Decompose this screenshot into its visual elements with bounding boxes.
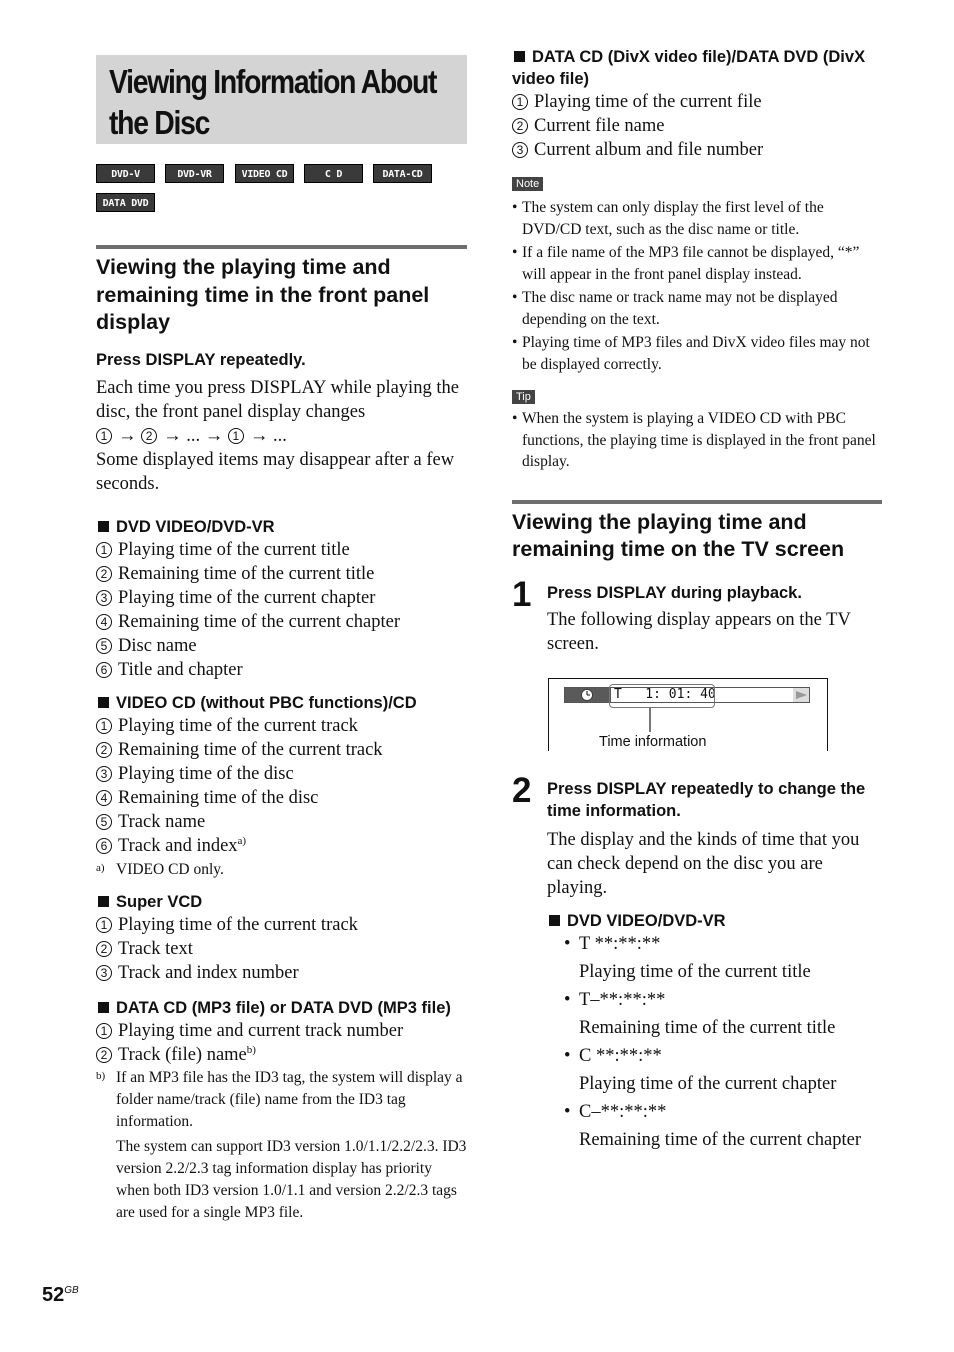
play-icon xyxy=(793,688,809,702)
list-item: 5 Disc name xyxy=(96,634,467,658)
divx-header: DATA CD (DivX video file)/DATA DVD (DivX video file) xyxy=(512,46,882,90)
note-block xyxy=(512,174,882,375)
left-column xyxy=(96,55,467,1224)
note-item: • The system can only display the first level of the DVD/CD text, such as the disc name or title. xyxy=(512,197,882,240)
seq-arrow: → ... → xyxy=(163,425,224,446)
list-item: 1 Playing time of the current file xyxy=(512,90,882,114)
badge-data-dvd: DATA DVD xyxy=(96,193,155,212)
time-code: • C–**:**:** xyxy=(547,1100,882,1124)
list-item: 6 Title and chapter xyxy=(96,658,467,682)
time-desc: Remaining time of the current chapter xyxy=(579,1129,862,1150)
osd-illustration xyxy=(548,678,828,752)
footnote-a: a) VIDEO CD only. xyxy=(96,860,224,878)
seq-num: 2 xyxy=(141,428,157,444)
list-item: 2 Current file name xyxy=(512,114,882,138)
disc-type-badges xyxy=(96,164,467,222)
dvd-video-header: DVD VIDEO/DVD-VR xyxy=(96,516,467,538)
page-number: $52^{GB}$ xyxy=(42,1284,79,1306)
list-item: 4 Remaining time of the disc xyxy=(96,786,467,810)
right-column xyxy=(512,46,882,1156)
note-item: • If a file name of the MP3 file cannot be displayed, “*” will appear in the front panel display instead. xyxy=(512,242,882,285)
front-instruction: Press DISPLAY repeatedly. xyxy=(96,350,306,369)
step-2 xyxy=(512,770,882,1152)
list-item: 1 Playing time of the current track xyxy=(96,913,467,937)
time-desc: Remaining time of the current title xyxy=(579,1017,836,1038)
step-1-title: Press DISPLAY during playback. xyxy=(547,583,802,602)
list-item: 1 Playing time of the current title xyxy=(96,538,467,562)
front-panel-heading: Viewing the playing time and remaining time in the front panel display xyxy=(96,255,430,334)
badge-dvd-v: DVD-V xyxy=(96,164,155,183)
list-item: 1 Playing time of the current track xyxy=(96,714,467,738)
tip-block xyxy=(512,387,882,473)
list-item: 3 Playing time of the current chapter xyxy=(96,586,467,610)
seq-arrow: → xyxy=(118,425,137,446)
clock-icon xyxy=(565,688,611,702)
time-code: • T–**:**:** xyxy=(547,988,882,1012)
step-2-text: The display and the kinds of time that you can check depend on the disc you are playing. xyxy=(547,829,860,898)
section-rule xyxy=(512,500,882,504)
list-item: 6 Track and index$^{a)}$ xyxy=(96,834,467,858)
time-desc: Playing time of the current chapter xyxy=(579,1073,837,1094)
page-title: Viewing Information About the Disc xyxy=(109,63,437,141)
list-item: 3 Track and index number xyxy=(96,961,467,985)
badge-dvd-vr: DVD-VR xyxy=(165,164,224,183)
time-desc: Playing time of the current title xyxy=(579,961,811,982)
svcd-header: Super VCD xyxy=(96,891,467,913)
tv-heading: Viewing the playing time and remaining time on the TV screen xyxy=(512,509,845,561)
list-item: 2 Track text xyxy=(96,937,467,961)
list-item: 4 Remaining time of the current chapter xyxy=(96,610,467,634)
tv-dvd-header: DVD VIDEO/DVD-VR xyxy=(547,910,882,932)
tip-label: Tip xyxy=(512,390,535,404)
seq-num: 1 xyxy=(96,428,112,444)
note-label: Note xyxy=(512,177,543,191)
note-item: • The disc name or track name may not be displayed depending on the text. xyxy=(512,287,882,330)
section-rule xyxy=(96,245,467,249)
footnote-b: b) If an MP3 file has the ID3 tag, the system will display a folder name/track (file) name from the ID3 tag information. xyxy=(96,1068,463,1130)
seq-num: 1 xyxy=(228,428,244,444)
mp3-header: DATA CD (MP3 file) or DATA DVD (MP3 file) xyxy=(96,997,467,1019)
step-number: 2 xyxy=(512,770,532,810)
list-item: 2 Remaining time of the current track xyxy=(96,738,467,762)
front-para-2: Some displayed items may disappear after a few seconds. xyxy=(96,449,455,494)
list-item: 3 Playing time of the disc xyxy=(96,762,467,786)
title-banner xyxy=(96,55,467,144)
page-suffix: GB xyxy=(64,1285,79,1296)
badge-data-cd: DATA-CD xyxy=(373,164,432,183)
footnote-ref: a) xyxy=(237,834,247,847)
callout-line xyxy=(649,708,651,732)
badge-cd: C D xyxy=(304,164,363,183)
time-code: • T **:**:** xyxy=(547,932,882,956)
list-item: 2 Remaining time of the current title xyxy=(96,562,467,586)
seq-arrow: → ... xyxy=(249,425,287,446)
front-para: Each time you press DISPLAY while playing the disc, the front panel display changes xyxy=(96,377,459,422)
step-1 xyxy=(512,574,882,752)
footnote-b-continued: The system can support ID3 version 1.0/1.1/2.2/2.3. ID3 version 2.2/2.3 tag information display has priority when both ID3 version 1.0/1.1 and version 2.2/2.3 tags are used for a single MP3 file. xyxy=(116,1137,467,1221)
vcd-header: VIDEO CD (without PBC functions)/CD xyxy=(96,692,467,714)
step-2-title: Press DISPLAY repeatedly to change the time information. xyxy=(547,779,866,820)
time-code: • C **:**:** xyxy=(547,1044,882,1068)
callout-caption: Time information xyxy=(599,733,707,750)
time-readout: T 1: 01: 40 xyxy=(614,686,716,702)
display-sequence xyxy=(96,424,467,448)
step-1-text: The following display appears on the TV screen. xyxy=(547,609,851,654)
step-number: 1 xyxy=(512,574,532,614)
list-item: 2 Track (file) name$^{b)}$ xyxy=(96,1043,467,1067)
tip-item: • When the system is playing a VIDEO CD with PBC functions, the playing time is displayed in the front panel display. xyxy=(512,408,882,473)
badge-video-cd: VIDEO CD xyxy=(235,164,294,183)
list-item: 3 Current album and file number xyxy=(512,138,882,162)
footnote-ref: b) xyxy=(246,1043,256,1056)
callout-highlight xyxy=(609,684,715,708)
note-item: • Playing time of MP3 files and DivX video files may not be displayed correctly. xyxy=(512,332,882,375)
list-item: 1 Playing time and current track number xyxy=(96,1019,467,1043)
list-item: 5 Track name xyxy=(96,810,467,834)
